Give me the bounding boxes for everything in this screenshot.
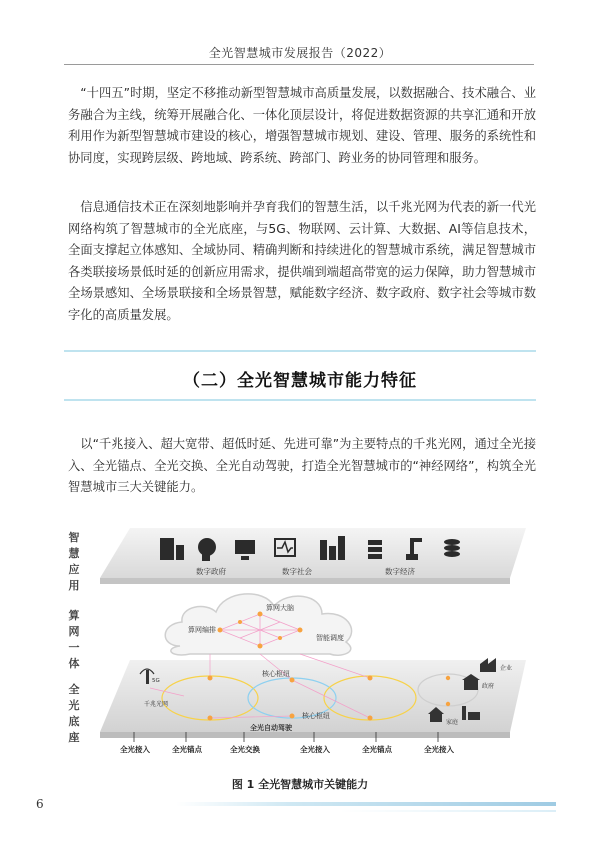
paragraph-1: “十四五”时期，坚定不移推动新型智慧城市高质量发展，以数据融合、技术融合、业务融合为主线，统筹开展融合化、一体化顶层设计，将促进数据资源的共享汇通和开放利用作为新型智慧城市建设的核心，增强智慧城市规划、建设、管理、服务的系统性和协同度，实现跨层级、跨地域、跨系统、跨部门、跨业务的协同管理和服务。 — [68, 86, 536, 165]
cloud-label-orchestration: 算网编排 — [188, 626, 216, 634]
base-label-government: 政府 — [482, 683, 495, 690]
section-divider-bottom — [64, 399, 536, 401]
capability-label-anchor-1: 全光锚点 — [172, 745, 202, 754]
cloud-node — [278, 636, 282, 640]
cloud-node — [238, 620, 242, 624]
page-number: 6 — [36, 797, 44, 811]
figure-side-label-compute: 算网一体 — [68, 609, 80, 670]
capability-label-anchor-2: 全光锚点 — [362, 745, 392, 754]
cloud-node — [218, 628, 223, 633]
base-node — [290, 714, 295, 719]
base-label-core-bottom: 核心枢纽 — [302, 712, 330, 720]
section-divider-top — [64, 350, 536, 352]
base-label-core-top: 核心枢纽 — [262, 670, 290, 678]
base-layer-platform — [100, 660, 526, 738]
base-label-enterprise: 企业 — [500, 665, 513, 672]
base-node — [368, 716, 373, 721]
figure-side-label-apps: 智慧应用 — [68, 531, 80, 592]
base-label-5g: 5G — [152, 678, 160, 684]
base-label-gigabit: 千兆光网 — [144, 701, 169, 708]
paragraph-2: 信息通信技术正在深刻地影响并孕育我们的智慧生活，以千兆光网为代表的新一代光网络构筑了智慧城市的全光底座，与5G、物联网、云计算、大数据、AI等信息技术，全面支撑起立体感知、全域协同、精确判断和持续进化的智慧城市系统，满足智慧城市各类联接场景低时延的创新应用需求，提供端到端超高带宽的运力保障，助力智慧城市全场景感知、全场景联接和全场景智慧，赋能数字经济、数字政府、数字社会等城市数字化的高质量发展。 — [68, 200, 536, 322]
page-header-title: 全光智慧城市发展报告（2022） — [208, 46, 392, 60]
footer-accent-bar — [176, 802, 556, 806]
capability-label-access-3: 全光接入 — [424, 745, 454, 754]
app-label-gov: 数字政府 — [196, 567, 226, 576]
database-icon — [368, 540, 382, 559]
paragraph-3: 以“千兆接入、超大宽带、超低时延、先进可靠”为主要特点的千兆光网，通过全光接入、全光锚点、全光交换、全光自动驾驶，打造全光智慧城市的“神经网络”，构筑全光智慧城市三大关键能力。 — [68, 437, 536, 494]
cloud-node — [258, 644, 263, 649]
base-label-home: 家庭 — [446, 719, 459, 726]
base-node — [368, 676, 373, 681]
base-label-auto-drive: 全光自动驾驶 — [250, 724, 292, 732]
base-node — [446, 676, 450, 680]
cloud-node — [298, 628, 303, 633]
figure-diagram — [60, 518, 546, 766]
coins-icon — [444, 539, 460, 557]
cloud-label-scheduling: 智能调度 — [316, 634, 344, 642]
header-divider — [64, 64, 534, 65]
base-node — [208, 676, 213, 681]
section-title: （二）全光智慧城市能力特征 — [183, 371, 417, 391]
cloud-node — [258, 612, 263, 617]
base-node — [208, 716, 213, 721]
capability-label-access-1: 全光接入 — [120, 745, 150, 754]
figure-caption: 图 1 全光智慧城市关键能力 — [231, 778, 369, 791]
capability-label-switch: 全光交换 — [230, 745, 260, 754]
base-node — [290, 678, 295, 683]
figure-side-label-base: 全光底座 — [68, 683, 80, 744]
cloud-label-brain: 算网大脑 — [266, 604, 294, 612]
app-label-society: 数字社会 — [282, 567, 312, 576]
base-node — [446, 702, 450, 706]
footer-accent-line — [340, 810, 556, 812]
capability-label-access-2: 全光接入 — [300, 745, 330, 754]
app-label-economy: 数字经济 — [385, 567, 415, 576]
